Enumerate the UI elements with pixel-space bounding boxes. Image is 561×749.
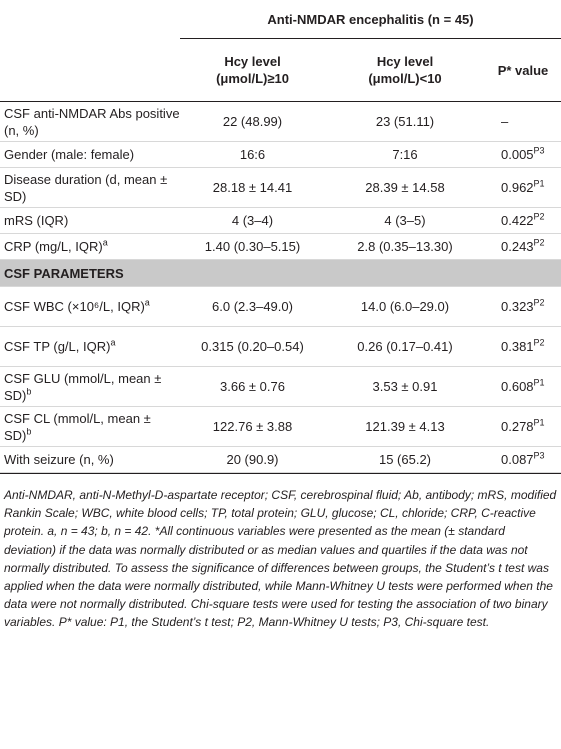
column-headers-row [0, 39, 561, 102]
table-row [0, 287, 561, 327]
cell-p-value [485, 102, 561, 142]
row-label-text: CSF CL (mmol/L, mean ± SD) [4, 410, 151, 443]
row-label [0, 102, 180, 142]
table-row [0, 168, 561, 208]
p-value-text: 0.608 [501, 379, 534, 394]
p-value-text: – [501, 114, 509, 129]
row-label [0, 407, 180, 447]
p-value-superscript: P3 [533, 145, 545, 156]
p-value-text: 0.422 [501, 213, 534, 228]
row-label [0, 234, 180, 260]
table-row [0, 102, 561, 142]
p-value-text: 0.962 [501, 180, 534, 195]
column-header-blank [0, 39, 180, 102]
cell-high: 4 (3–4) [180, 208, 325, 234]
p-value-superscript: P3 [533, 450, 545, 461]
cell-high: 0.315 (0.20–0.54) [180, 327, 325, 367]
column-header-low: Hcy level (μmol/L)<10 [325, 39, 485, 102]
column-header-high: Hcy level (μmol/L)≥10 [180, 39, 325, 102]
row-label-text: CSF WBC (×10⁶/L, IQR) [4, 299, 145, 314]
p-value-text: 0.278 [501, 419, 534, 434]
cell-p-value [485, 142, 561, 168]
table-row [0, 142, 561, 168]
cell-low: 7:16 [325, 142, 485, 168]
row-label [0, 447, 180, 473]
cell-p-value [485, 407, 561, 447]
cell-low: 121.39 ± 4.13 [325, 407, 485, 447]
p-value-superscript: P2 [533, 337, 545, 348]
p-value-text: 0.243 [501, 239, 534, 254]
cell-p-value [485, 287, 561, 327]
row-label [0, 208, 180, 234]
table-row [0, 407, 561, 447]
p-value-superscript: P1 [533, 377, 545, 388]
row-label [0, 142, 180, 168]
cell-p-value [485, 447, 561, 473]
cell-low: 15 (65.2) [325, 447, 485, 473]
group-header-blank [0, 0, 180, 39]
p-value-text: 0.005 [501, 147, 534, 162]
cell-low: 23 (51.11) [325, 102, 485, 142]
row-label [0, 327, 180, 367]
p-value-superscript: P1 [533, 417, 545, 428]
row-label-superscript: a [110, 337, 116, 348]
p-value-superscript: P2 [533, 237, 545, 248]
table-row [0, 327, 561, 367]
row-label-text: With seizure (n, %) [4, 452, 114, 467]
table-body [0, 102, 561, 260]
p-value-text: 0.323 [501, 299, 534, 314]
row-label [0, 168, 180, 208]
footnote: Anti-NMDAR, anti-N-Methyl-D-aspartate receptor; CSF, cerebrospinal fluid; Ab, antibody; mRS, modified Rankin Scale; WBC, white blood cells; TP, total protein; GLU, glucose; CL, chloride; CRP, C-reactive protein. a, n = 43; b, n = 42. *All continuous variables were presented as the mean (± standard deviation) if the data was normally distributed or as median values and quartiles if the data was not normally distributed. To assess the significance of differences between groups, the Student’s t test was applied when the data were normally distributed, while Mann-Whitney U tests were performed when the data were not normally distributed. Chi-square tests were used for testing the association of two binary variables. P* value: P1, the Student’s t test; P2, Mann-Whitney U tests; P3, Chi-square test. [0, 473, 561, 632]
row-label-text: Gender (male: female) [4, 147, 135, 162]
cell-high: 3.66 ± 0.76 [180, 367, 325, 407]
row-label-text: mRS (IQR) [4, 213, 69, 228]
row-label-superscript: a [102, 237, 108, 248]
row-label-superscript: a [144, 297, 150, 308]
cell-high: 22 (48.99) [180, 102, 325, 142]
cell-p-value [485, 208, 561, 234]
column-header-p: P* value [485, 39, 561, 102]
cell-high: 6.0 (2.3–49.0) [180, 287, 325, 327]
cell-high: 20 (90.9) [180, 447, 325, 473]
table-row [0, 234, 561, 260]
cell-p-value [485, 367, 561, 407]
row-label-text: CSF anti-NMDAR Abs positive (n, %) [4, 105, 180, 138]
cell-low: 2.8 (0.35–13.30) [325, 234, 485, 260]
section-row [0, 260, 561, 287]
cell-low: 4 (3–5) [325, 208, 485, 234]
p-value-superscript: P1 [533, 178, 545, 189]
table-row [0, 447, 561, 473]
cell-high: 122.76 ± 3.88 [180, 407, 325, 447]
cell-high: 1.40 (0.30–5.15) [180, 234, 325, 260]
group-header-row [0, 0, 561, 39]
cell-low: 28.39 ± 14.58 [325, 168, 485, 208]
row-label [0, 367, 180, 407]
p-value-superscript: P2 [533, 297, 545, 308]
row-label-superscript: b [26, 426, 32, 437]
cell-p-value [485, 327, 561, 367]
cell-p-value [485, 234, 561, 260]
p-value-text: 0.087 [501, 452, 534, 467]
p-value-text: 0.381 [501, 339, 534, 354]
table-row [0, 367, 561, 407]
p-value-superscript: P2 [533, 211, 545, 222]
row-label-text: CSF GLU (mmol/L, mean ± SD) [4, 370, 162, 403]
row-label-superscript: b [26, 386, 32, 397]
csf-table-body [0, 287, 561, 473]
row-label-text: CSF TP (g/L, IQR) [4, 339, 111, 354]
cell-high: 16:6 [180, 142, 325, 168]
section-title: CSF PARAMETERS [0, 260, 561, 287]
row-label [0, 287, 180, 327]
group-header: Anti-NMDAR encephalitis (n = 45) [180, 0, 561, 39]
cell-p-value [485, 168, 561, 208]
row-label-text: Disease duration (d, mean ± SD) [4, 171, 168, 204]
cell-high: 28.18 ± 14.41 [180, 168, 325, 208]
cell-low: 3.53 ± 0.91 [325, 367, 485, 407]
table-row [0, 208, 561, 234]
cell-low: 0.26 (0.17–0.41) [325, 327, 485, 367]
cell-low: 14.0 (6.0–29.0) [325, 287, 485, 327]
row-label-text: CRP (mg/L, IQR) [4, 239, 103, 254]
